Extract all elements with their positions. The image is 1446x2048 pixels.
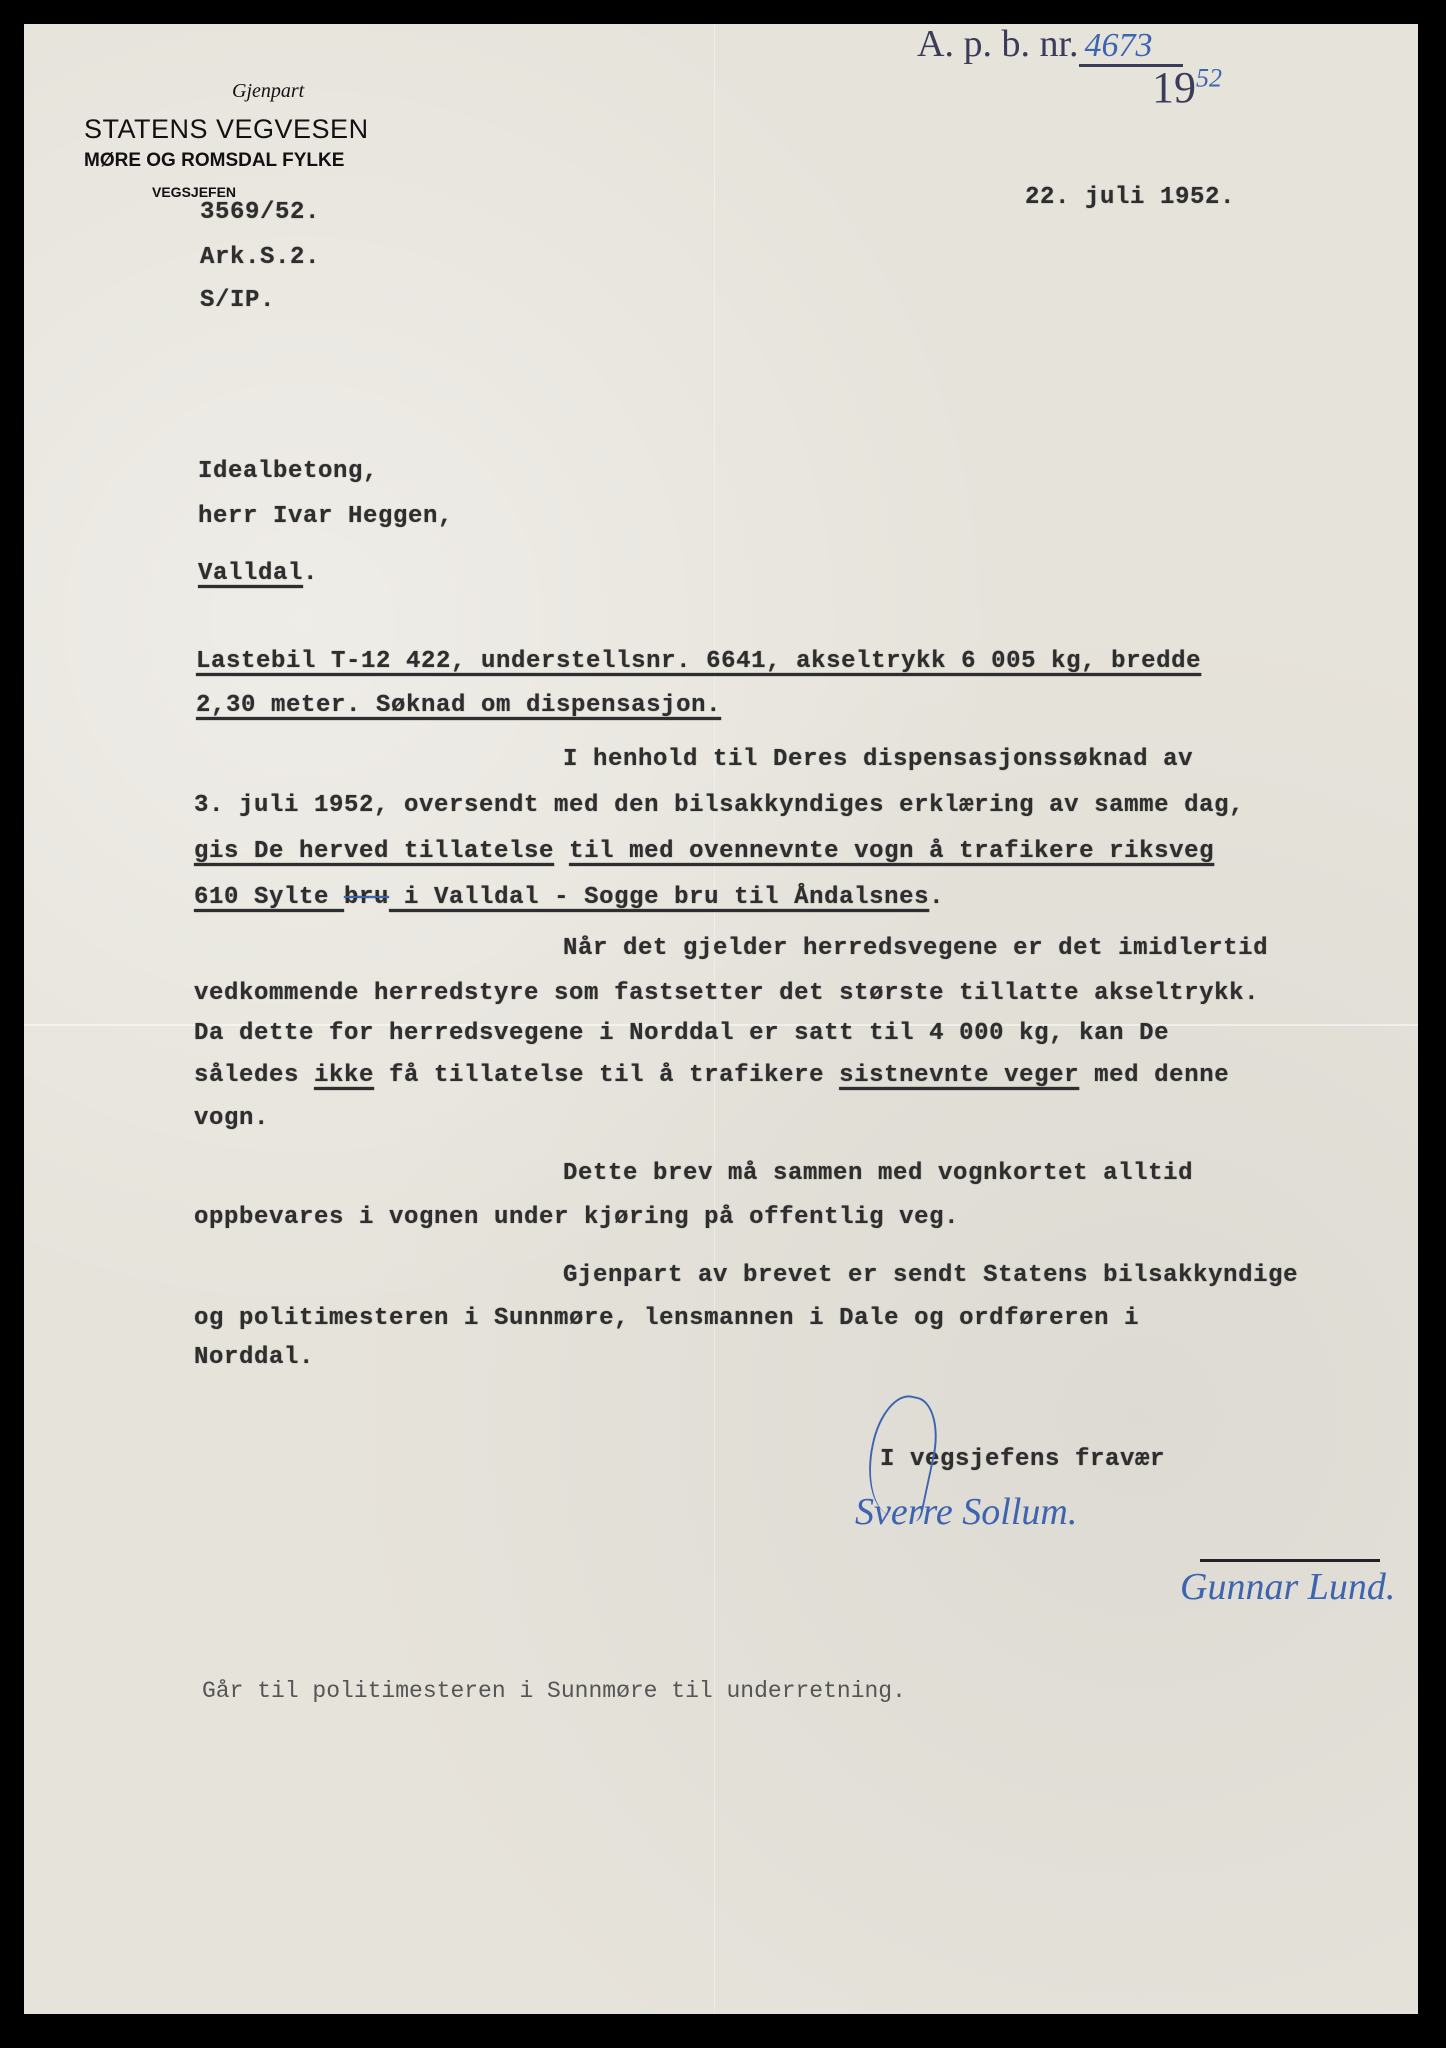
subject-line-2: 2,30 meter. Søknad om dispensasjon. (196, 692, 722, 719)
subject-line-1: Lastebil T-12 422, understellsnr. 6641, akseltrykk 6 005 kg, bredde (196, 648, 1202, 675)
p1-line-1: I henhold til Deres dispensasjonssøknad av (563, 746, 1194, 773)
p4-line-1: Gjenpart av brevet er sendt Statens bilsakkyndige (563, 1262, 1299, 1289)
p2-line-4 (194, 1062, 1229, 1089)
p1-line-4-part-b: i Valldal - Sogge bru til Åndalsnes (389, 884, 930, 911)
p1-struck-word: bru (344, 884, 390, 911)
recipient-place-name: Valldal (198, 560, 304, 587)
recipient-place-punct: . (303, 560, 319, 587)
p2-line-3: Da dette for herredsvegene i Norddal er satt til 4 000 kg, kan De (194, 1020, 1170, 1047)
signature-2: Gunnar Lund. (1180, 1566, 1396, 1608)
p1-line-3 (194, 838, 1214, 865)
signature-1: Sverre Sollum. (855, 1491, 1078, 1533)
vertical-crease (714, 24, 715, 2014)
recipient-company: Idealbetong, (198, 458, 379, 485)
p1-line-4-punct: . (929, 884, 945, 911)
p2-line-4-part-b: få tillatelse til å trafikere (374, 1062, 840, 1089)
p2-line-2: vedkommende herredstyre som fastsetter det største tillatte akseltrykk. (194, 980, 1260, 1007)
letter-page (24, 24, 1418, 2014)
archive-code: Ark.S.2. (200, 244, 321, 271)
p2-line-4-part-c: med denne (1079, 1062, 1230, 1089)
p4-line-3: Norddal. (194, 1344, 315, 1371)
stamp-label: A. p. b. nr. (917, 23, 1079, 65)
stamp-year-handwritten: 52 (1196, 63, 1222, 93)
p1-line-4-part-a: 610 Sylte (194, 884, 345, 911)
p2-underlined-ikke: ikke (314, 1062, 375, 1089)
p1-line-3-part-b: til med ovennevnte vogn å trafikere riksveg (569, 838, 1215, 865)
recipient-person: herr Ivar Heggen, (198, 503, 454, 530)
signature-line (1200, 1559, 1380, 1562)
stamp-year (1152, 62, 1222, 113)
organization-name: STATENS VEGVESEN (84, 114, 369, 144)
p2-line-4-part-a: således (194, 1062, 315, 1089)
footer-note: Går til politimesteren i Sunnmøre til underretning. (202, 1678, 906, 1704)
p1-line-3-part-a: gis De herved tillatelse (194, 838, 555, 865)
department-name: VEGSJEFEN (152, 184, 237, 200)
p1-line-4 (194, 884, 944, 911)
recipient-place (198, 560, 318, 587)
reference-number: 3569/52. (200, 199, 321, 226)
region-name: MØRE OG ROMSDAL FYLKE (84, 150, 345, 171)
p2-line-5: vogn. (194, 1105, 270, 1132)
p1-line-3-space (554, 838, 569, 865)
initials: S/IP. (200, 287, 276, 314)
p2-line-1: Når det gjelder herredsvegene er det imidlertid (563, 935, 1269, 962)
archive-stamp (917, 22, 1183, 66)
p2-underlined-roads: sistnevnte veger (839, 1062, 1080, 1089)
p1-line-2: 3. juli 1952, oversendt med den bilsakkyndiges erklæring av samme dag, (194, 792, 1245, 819)
absence-note: I vegsjefens fravær (880, 1446, 1166, 1473)
stamp-number: 4673 (1079, 27, 1183, 67)
letter-date: 22. juli 1952. (1025, 184, 1236, 211)
p3-line-2: oppbevares i vognen under kjøring på offentlig veg. (194, 1204, 960, 1231)
copy-label: Gjenpart (232, 80, 305, 102)
p3-line-1: Dette brev må sammen med vognkortet alltid (563, 1160, 1194, 1187)
stamp-year-printed: 19 (1152, 63, 1196, 112)
p4-line-2: og politimesteren i Sunnmøre, lensmannen i Dale og ordføreren i (194, 1305, 1140, 1332)
